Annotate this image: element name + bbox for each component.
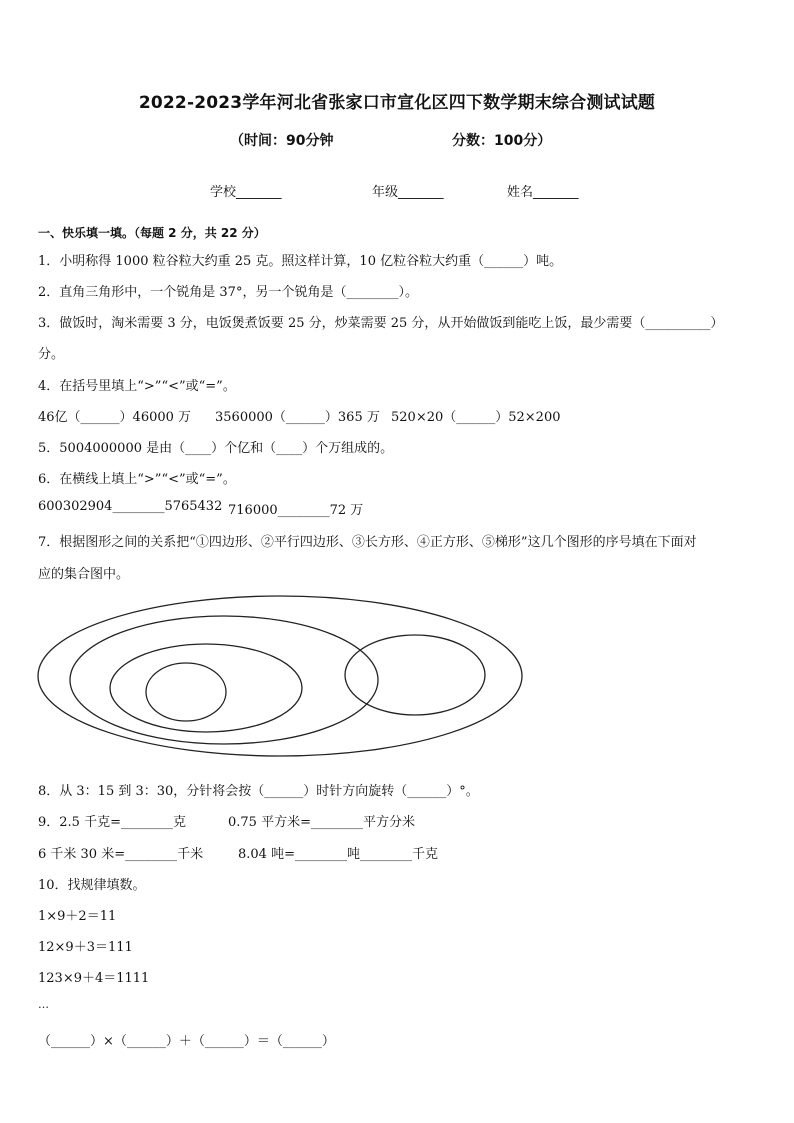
pattern-line-3: 123×9＋4＝1111 [38, 971, 150, 986]
section-heading: 一、快乐填一填。（每题 2 分，共 22 分） [38, 226, 266, 240]
third-set-ellipse [110, 644, 302, 732]
pattern-answer-line: （______）×（______）＋（______）＝（______） [38, 1034, 335, 1049]
separate-set-ellipse [345, 635, 485, 715]
exam-score: 分数：100分） [452, 133, 552, 149]
question-10: 10．找规律填数。 [38, 878, 146, 893]
pattern-ellipsis: … [38, 998, 49, 1011]
question-4-item-a: 46亿（______）46000 万 [38, 410, 192, 425]
question-9-item-a: 9．2.5 千克=________克 [38, 815, 186, 830]
question-9-item-b: 0.75 平方米=________平方分米 [228, 815, 415, 830]
question-6-item-a: 600302904________5765432 [38, 499, 223, 514]
name-field: 姓名_______ [507, 185, 579, 200]
question-3-continued: 分。 [38, 347, 65, 362]
page-title: 2022-2023学年河北省张家口市宣化区四下数学期末综合测试试题 [138, 93, 656, 113]
question-6: 6．在横线上填上“>”“<”或“=”。 [38, 472, 236, 487]
question-4-item-c: 520×20（______）52×200 [391, 410, 561, 425]
venn-diagram [36, 592, 528, 758]
question-5: 5．5004000000 是由（____）个亿和（____）个万组成的。 [38, 441, 394, 456]
pattern-line-1: 1×9＋2＝11 [38, 909, 117, 924]
inner-set-ellipse [146, 663, 226, 721]
question-4: 4．在括号里填上“>”“<”或“=”。 [38, 379, 236, 394]
question-7-continued: 应的集合图中。 [38, 567, 130, 582]
question-4-item-b: 3560000（______）365 万 [215, 410, 380, 425]
second-set-ellipse [70, 616, 378, 744]
question-9-item-d: 8.04 吨=________吨________千克 [238, 847, 438, 862]
exam-time: （时间：90分钟 [230, 133, 334, 149]
question-1: 1．小明称得 1000 粒谷粒大约重 25 克。照这样计算，10 亿粒谷粒大约重（______）吨。 [38, 254, 563, 269]
question-8: 8．从 3：15 到 3：30，分针将会按（______）时针方向旋转（______）°。 [38, 784, 479, 799]
question-6-item-b: 716000________72 万 [228, 503, 364, 518]
pattern-line-2: 12×9＋3＝111 [38, 940, 133, 955]
question-9-item-c: 6 千米 30 米=________千米 [38, 847, 204, 862]
grade-field: 年级_______ [372, 185, 444, 200]
question-2: 2．直角三角形中，一个锐角是 37°，另一个锐角是（________）。 [38, 285, 418, 300]
school-field: 学校_______ [210, 185, 282, 200]
question-3: 3．做饭时，淘米需要 3 分，电饭煲煮饭要 25 分，炒菜需要 25 分，从开始做饭到能吃上饭，最少需要（__________） [38, 316, 724, 331]
question-7: 7．根据图形之间的关系把“①四边形、②平行四边形、③长方形、④正方形、⑤梯形”这几个图形的序号填在下面对 [38, 535, 697, 550]
